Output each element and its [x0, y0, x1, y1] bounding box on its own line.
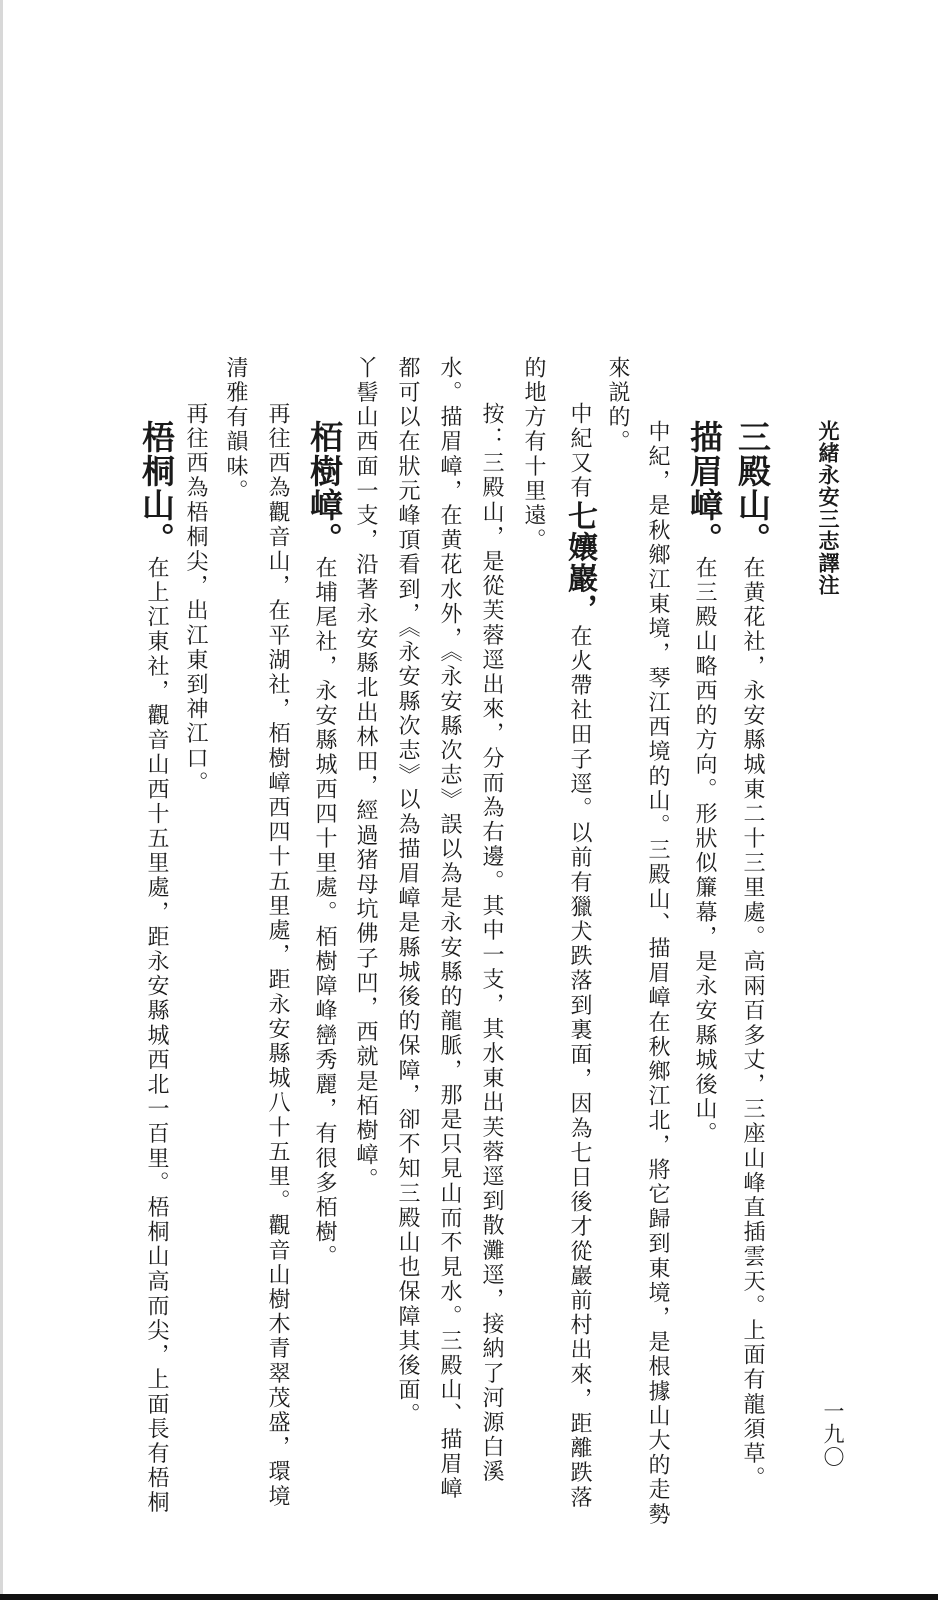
entry-heading: 栢樹嶂。 [305, 420, 344, 556]
text-column [562, 402, 597, 1511]
scan-edge [0, 0, 3, 1600]
entry-heading: 描眉嶂。 [685, 420, 724, 556]
text-column [606, 356, 628, 454]
text-column [396, 356, 418, 1427]
text-column [305, 420, 344, 1270]
entry-text: 中紀又有 [567, 402, 592, 501]
entry-heading: 三殿山。 [733, 420, 772, 556]
page-number: 一九〇 [821, 1400, 845, 1469]
entry-text: 來説的。 [605, 356, 630, 455]
text-column [137, 420, 176, 1516]
text-column [685, 420, 724, 1147]
text-column [480, 402, 502, 1484]
text-column [646, 420, 668, 1527]
entry-text: 丫髻山西面一支，沿著永安縣北出林田，經過猪母坑佛子凹，西就是栢樹嶂。 [353, 356, 378, 1193]
entry-text: 清雅有韻味。 [223, 356, 248, 504]
text-column [184, 402, 206, 796]
text-column [733, 420, 772, 1491]
entry-text: 再往西為觀音山，在平湖社，栢樹嶂西四十五里處，距永安縣城八十五里。觀音山樹木青翠茂盛，環境 [265, 402, 290, 1509]
entry-heading: 梧桐山。 [137, 420, 176, 556]
entry-text: 在三殿山略西的方向。形狀似簾幕，是永安縣城後山。 [692, 556, 717, 1147]
text-column [438, 356, 460, 1501]
entry-text: 按：三殿山，是從芙蓉逕出來，分而為右邊。其中一支，其水東出芙蓉逕到散灘逕，接納了河源白溪 [479, 402, 504, 1485]
entry-text: 的地方有十里遠。 [521, 356, 546, 553]
entry-heading: 七孃巖， [562, 500, 597, 625]
entry-text: 都可以在狀元峰頂看到，《永安縣次志》以為描眉嶂是縣城後的保障，卻不知三殿山也保障其後面。 [395, 356, 420, 1428]
entry-text: 在黄花社，永安縣城東二十三里處。高兩百多丈，三座山峰直插雲天。上面有龍須草。 [740, 556, 765, 1491]
entry-text: 中紀，是秋鄉江東境，琴江西境的山。三殿山、描眉嶂在秋鄉江北，將它歸到東境，是根據山大的走勢 [645, 420, 670, 1527]
entry-text: 在火帶社田子逕。以前有獵犬跌落到裏面，因為七日後才從巖前村出來，距離跌落 [567, 624, 592, 1511]
entry-text: 水。描眉嶂，在黄花水外，《永安縣次志》誤以為是永安縣的龍脈，那是只見山而不見水。三殿山、描眉嶂 [437, 356, 462, 1502]
scan-bottom-edge [0, 1594, 938, 1600]
text-column [354, 356, 376, 1192]
entry-text: 再往西為梧桐尖，出江東到神江口。 [183, 402, 208, 796]
text-column [522, 356, 544, 553]
entry-text: 在上江東社，觀音山西十五里處，距永安縣城西北一百里。梧桐山高而尖，上面長有梧桐 [144, 556, 169, 1516]
text-column [224, 356, 246, 504]
text-column [266, 402, 288, 1509]
entry-text: 在埔尾社，永安縣城西四十里處。栢樹障峰巒秀麗，有很多栢樹。 [312, 556, 337, 1270]
book-title: 光緒永安三志譯注 [816, 420, 841, 596]
